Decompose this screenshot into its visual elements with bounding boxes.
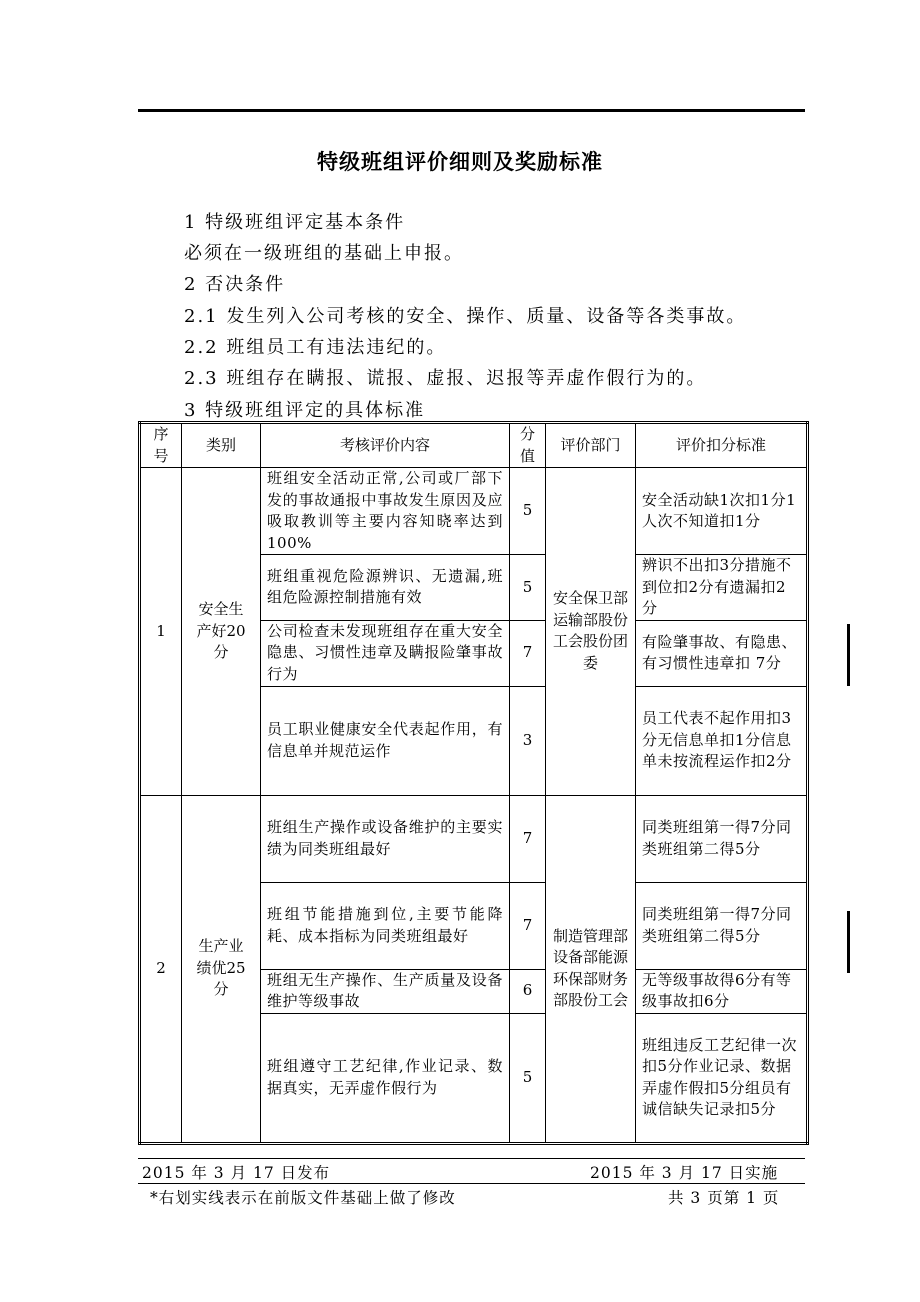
document-title: 特级班组评价细则及奖励标准	[317, 150, 603, 174]
header-category: 类别	[182, 423, 261, 468]
group-2-row-2-content: 班组节能措施到位,主要节能降耗、成本指标为同类班组最好	[261, 882, 510, 969]
group-1-row-2-standard: 辨识不出扣3分措施不到位扣2分有遗漏扣2分	[636, 555, 808, 621]
group-2-department: 制造管理部设备部能源环保部财务部股份工会	[546, 795, 636, 1143]
group-2-row-3-content: 班组无生产操作、生产质量及设备维护等级事故	[261, 969, 510, 1013]
section-3-heading: 3 特级班组评定的具体标准	[184, 400, 426, 421]
revision-marker-bar	[847, 624, 850, 686]
header-department: 评价部门	[546, 423, 636, 468]
group-1-department: 安全保卫部运输部股份工会股份团委	[546, 468, 636, 796]
group-2-row-3-score: 6	[510, 969, 546, 1013]
group-1-row-2-score: 5	[510, 555, 546, 621]
group-1-row-1-content: 班组安全活动正常,公司或厂部下发的事故通报中事故发生原因及应吸取教训等主要内容知晓率达到100%	[261, 468, 510, 555]
revision-note: *右划实线表示在前版文件基础上做了修改	[150, 1189, 456, 1207]
effective-date: 2015 年 3 月 17 日实施	[590, 1164, 779, 1182]
group-2-row-1-standard: 同类班组第一得7分同类班组第二得5分	[636, 795, 808, 882]
group-2-row-3-standard: 无等级事故得6分有等级事故扣6分	[636, 969, 808, 1013]
group-2-category: 生产业绩优25分	[182, 795, 261, 1143]
header-serial-no: 序号	[140, 423, 182, 468]
group-1-row-4-score: 3	[510, 686, 546, 795]
clause-2-3: 2.3 班组存在瞒报、谎报、虚报、迟报等弄虚作假行为的。	[184, 368, 707, 389]
section-1-text: 必须在一级班组的基础上申报。	[184, 243, 464, 264]
table-row	[140, 795, 808, 882]
revision-marker-bar	[847, 911, 850, 973]
table-row	[140, 468, 808, 555]
group-1-row-3-score: 7	[510, 620, 546, 686]
section-2-heading: 2 否决条件	[184, 274, 286, 295]
group-2-row-4-content: 班组遵守工艺纪律,作业记录、数据真实，无弄虚作假行为	[261, 1013, 510, 1143]
section-1-heading: 1 特级班组评定基本条件	[184, 212, 406, 233]
header-content: 考核评价内容	[261, 423, 510, 468]
group-1-number: 1	[140, 468, 182, 796]
group-2-row-4-standard: 班组违反工艺纪律一次扣5分作业记录、数据弄虚作假扣5分组员有诚信缺失记录扣5分	[636, 1013, 808, 1143]
evaluation-table	[138, 421, 809, 1145]
header-score: 分值	[510, 423, 546, 468]
footer-rule-2	[138, 1183, 805, 1184]
header-standard: 评价扣分标准	[636, 423, 808, 468]
group-1-row-4-content: 员工职业健康安全代表起作用，有信息单并规范运作	[261, 686, 510, 795]
header-rule	[138, 109, 805, 112]
page-number: 共 3 页第 1 页	[668, 1189, 780, 1207]
issue-date: 2015 年 3 月 17 日发布	[142, 1164, 331, 1182]
group-1-row-1-score: 5	[510, 468, 546, 555]
group-2-row-2-standard: 同类班组第一得7分同类班组第二得5分	[636, 882, 808, 969]
footer-rule	[138, 1158, 805, 1159]
group-1-category: 安全生产好20分	[182, 468, 261, 796]
group-1-row-3-content: 公司检查未发现班组存在重大安全隐患、习惯性违章及瞒报险肇事故行为	[261, 620, 510, 686]
group-2-row-2-score: 7	[510, 882, 546, 969]
group-2-row-4-score: 5	[510, 1013, 546, 1143]
group-1-row-2-content: 班组重视危险源辨识、无遗漏,班组危险源控制措施有效	[261, 555, 510, 621]
group-2-row-1-score: 7	[510, 795, 546, 882]
group-1-row-4-standard: 员工代表不起作用扣3分无信息单扣1分信息单未按流程运作扣2分	[636, 686, 808, 795]
group-1-row-1-standard: 安全活动缺1次扣1分1人次不知道扣1分	[636, 468, 808, 555]
table-header-row	[140, 423, 808, 468]
group-2-row-1-content: 班组生产操作或设备维护的主要实绩为同类班组最好	[261, 795, 510, 882]
clause-2-2: 2.2 班组员工有违法违纪的。	[184, 337, 447, 358]
group-2-number: 2	[140, 795, 182, 1143]
clause-2-1: 2.1 发生列入公司考核的安全、操作、质量、设备等各类事故。	[184, 306, 747, 327]
group-1-row-3-standard: 有险肇事故、有隐患、有习惯性违章扣 7分	[636, 620, 808, 686]
